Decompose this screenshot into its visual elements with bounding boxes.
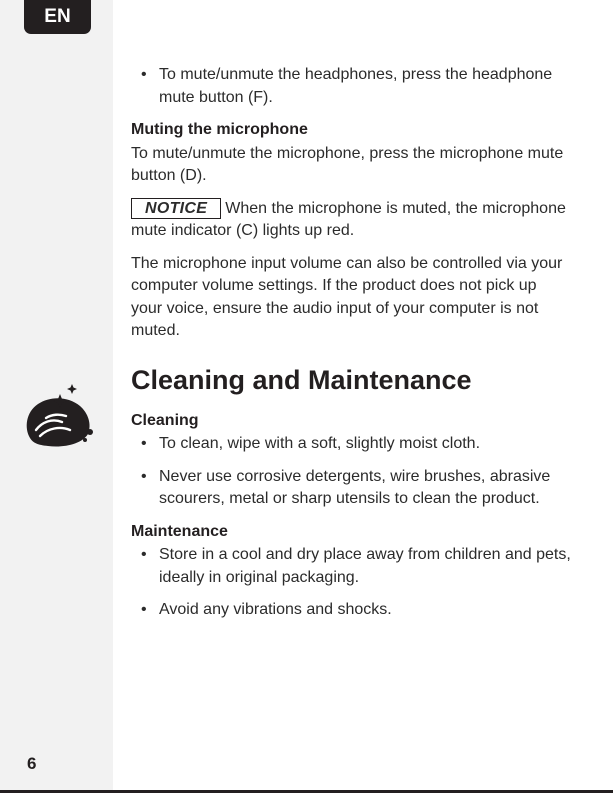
notice-label: NOTICE <box>131 198 221 219</box>
cleaning-heading: Cleaning <box>131 411 199 429</box>
list-item: • To mute/unmute the headphones, press the headphone mute button (F). <box>131 64 571 109</box>
notice-text: When the microphone is muted, the microphone mute indicator (C) lights up red. <box>131 199 566 239</box>
muting-microphone-heading: Muting the microphone <box>131 121 308 138</box>
notice-paragraph <box>131 198 571 243</box>
list-item: • Avoid any vibrations and shocks. <box>131 599 571 622</box>
section-title: Cleaning and Maintenance <box>131 364 472 395</box>
list-item: • To clean, wipe with a soft, slightly moist cloth. <box>131 433 571 456</box>
sidebar <box>0 0 113 793</box>
page-content <box>131 64 571 632</box>
maintenance-heading: Maintenance <box>131 522 228 540</box>
page-number: 6 <box>27 754 37 773</box>
volume-paragraph: The microphone input volume can also be controlled via your computer volume settings. If the product does not pick up your voice, ensure the audio input of your computer is not muted. <box>131 254 563 339</box>
list-item: • Never use corrosive detergents, wire brushes, abrasive scourers, metal or sharp utensils to clean the product. <box>131 466 571 511</box>
cleaning-hand-icon <box>22 382 98 452</box>
language-badge: EN <box>24 0 91 34</box>
list-item: • Store in a cool and dry place away from children and pets, ideally in original packaging. <box>131 544 571 589</box>
muting-microphone-body: To mute/unmute the microphone, press the microphone mute button (D). <box>131 144 564 184</box>
